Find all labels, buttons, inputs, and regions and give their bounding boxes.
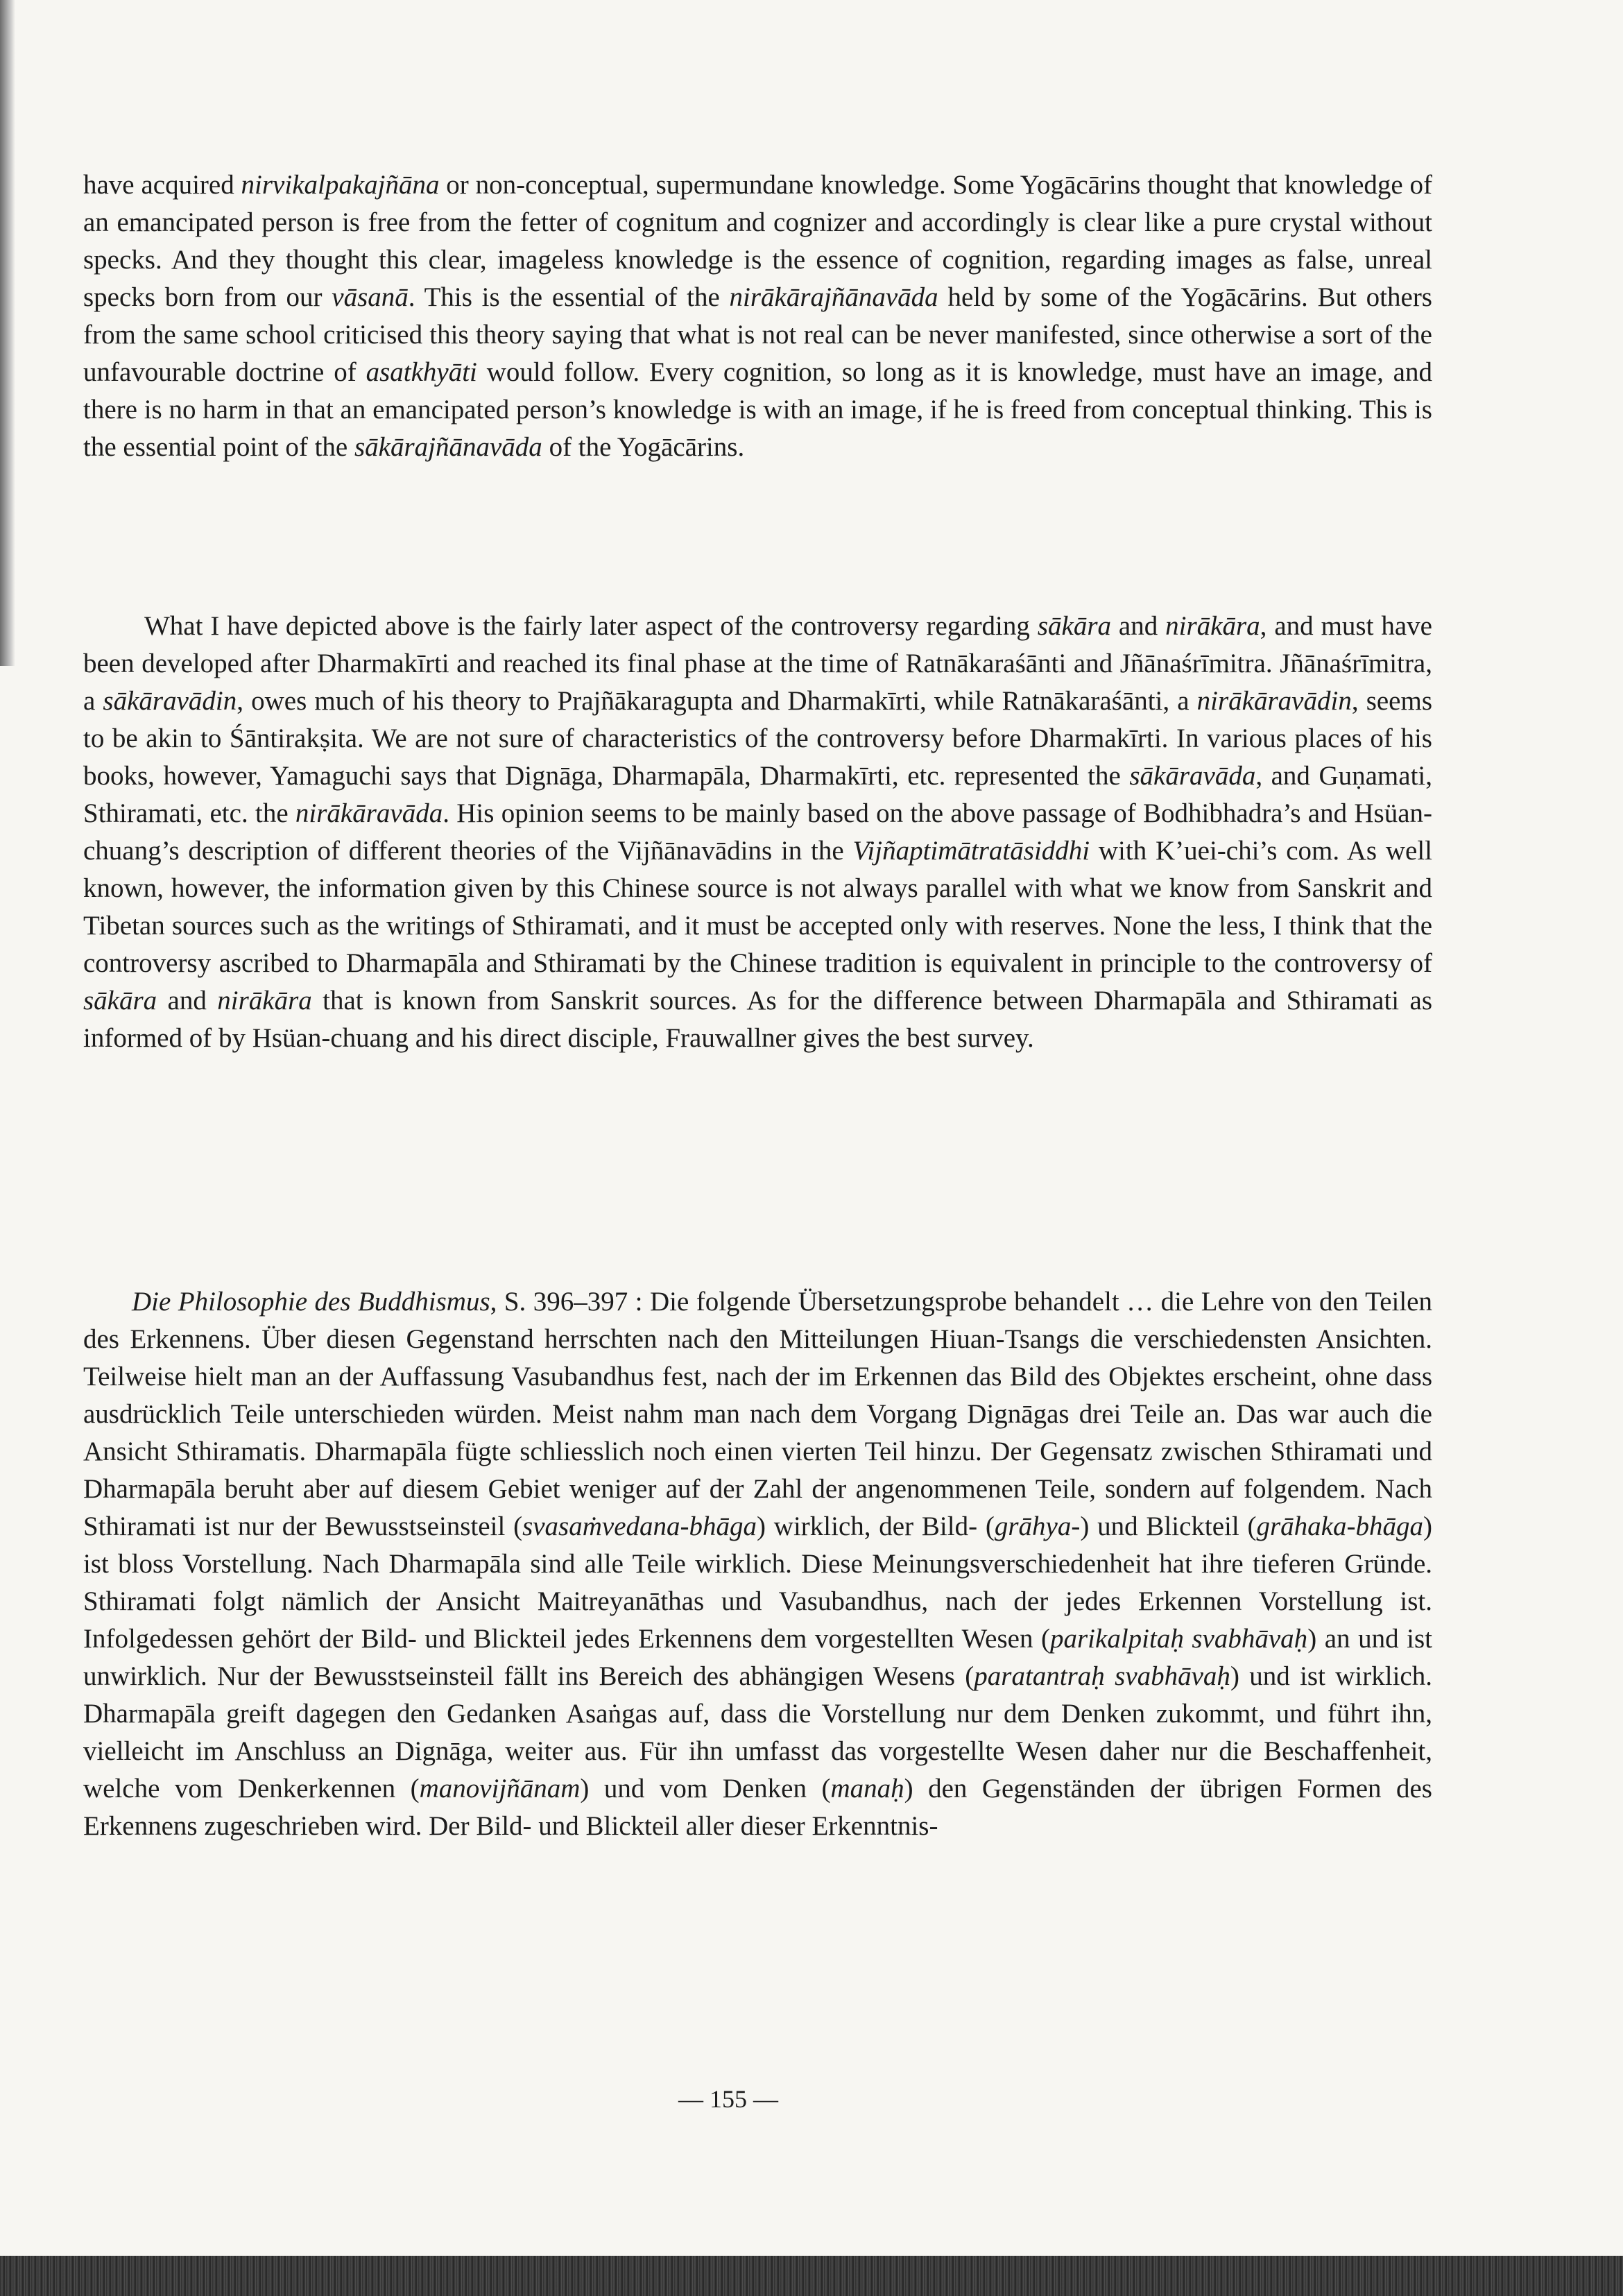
- text-run: or non-conceptual, supermundane knowledge. Some Yogācārins thought that knowledge of an emancipated person is free from the fetter of cognitum and cognizer and accordingly is clear like a pure crystal without specks. And they thought this clear, imageless knowledge is the essence of cognition, regarding images as false, unreal specks born from our: [83, 170, 1433, 312]
- text-run: and: [1111, 611, 1166, 641]
- term-parikalpitah-svabhavah: parikalpitaḥ svabhāvaḥ: [1050, 1624, 1308, 1654]
- frauwallner-quotation: [83, 1283, 1432, 1845]
- term-manah: manaḥ: [830, 1774, 904, 1804]
- text-run: ) und vom Denken (: [580, 1774, 831, 1804]
- title-die-philosophie-des-buddhismus: Die Philosophie des Buddhismus: [132, 1287, 490, 1317]
- text-run: What I have depicted above is the fairly later aspect of the controversy regarding: [144, 611, 1038, 641]
- text-run: ) ist bloss Vorstellung. Nach Dharmapāla sind alle Teile wirklich. Diese Meinungsverschiedenheit hat ihre tieferen Gründe. Sthiramati folgt nämlich der Ansicht Maitreyanāthas und Vasubandhus, nach der jedes Erkennen Vorstellung ist. Infolgedessen gehört der Bild- und Blickteil jedes Erkennens dem vorgestellten Wesen (: [83, 1511, 1432, 1654]
- scan-edge-shadow: [0, 0, 15, 666]
- text-run: , owes much of his theory to Prajñākaragupta and Dharmakīrti, while Ratnākaraśānti, a: [237, 686, 1197, 716]
- term-nirakaravadin: nirākāravādin: [1196, 686, 1352, 716]
- term-asatkhyati: asatkhyāti: [366, 357, 477, 387]
- title-vijnaptimatratasiddhi: Vijñaptimātratāsiddhi: [852, 836, 1090, 866]
- term-manovijnanam: manovijñānam: [419, 1774, 581, 1804]
- paragraph-controversy-history: [83, 608, 1432, 1057]
- term-sakarajnanavada: sākārajñānavāda: [354, 432, 542, 462]
- text-run: ) an und ist unwirklich. Nur der Bewusstseinsteil fällt ins Bereich des abhängigen Wesens (: [83, 1624, 1432, 1691]
- text-run: ) und ist wirklich. Dharmapāla greift dagegen den Gedanken Asaṅgas auf, dass die Vorstellung nur dem Denken zukommt, und führt ihn, vielleicht im Anschluss an Dignāga, weiter aus. Für ihn umfasst das vorgestellte Wesen daher nur die Beschaffenheit, welche vom Denkerkennen (: [83, 1661, 1432, 1804]
- term-svasamvedana-bhaga: svasaṁvedana-bhāga: [522, 1511, 757, 1541]
- term-sakara: sākāra: [1037, 611, 1111, 641]
- term-sakara: sākāra: [83, 986, 157, 1016]
- text-run: , seems to be akin to Śāntirakṣita. We are not sure of characteristics of the controversy before Dharmakīrti. In various places of his books, however, Yamaguchi says that Dignāga, Dharmapāla, Dharmakīrti, etc. represented the: [83, 686, 1432, 791]
- term-nirakara: nirākāra: [1165, 611, 1260, 641]
- text-run: ) den Gegenständen der übrigen Formen des Erkennens zugeschrieben wird. Der Bild- und Blickteil aller dieser Erkenntnis-: [83, 1774, 1432, 1841]
- text-run: ) wirklich, der Bild- (: [757, 1511, 995, 1541]
- text-run: have acquired: [83, 170, 241, 200]
- term-nirakara: nirākāra: [217, 986, 312, 1016]
- term-sakaravada: sākāravāda: [1129, 761, 1256, 791]
- text-run: would follow. Every cognition, so long as it is knowledge, must have an image, and there is no harm in that an emancipated person’s knowledge is with an image, if he is freed from conceptual thinking. This is the essential point of the: [83, 357, 1432, 462]
- page-number: — 155 —: [678, 2085, 778, 2113]
- text-run: , and must have been developed after Dharmakīrti and reached its final phase at the time of Ratnākaraśānti and Jñānaśrīmitra. Jñānaśrīmitra, a: [83, 611, 1432, 716]
- text-run: and: [157, 986, 218, 1016]
- text-run: , and Guṇamati, Sthiramati, etc. the: [83, 761, 1432, 828]
- term-vasana: vāsanā: [332, 282, 409, 312]
- term-grahaka-bhaga: grāhaka-bhāga: [1256, 1511, 1423, 1541]
- term-nirakaravada: nirākāravāda: [295, 798, 443, 828]
- text-run: of the Yogācārins.: [542, 432, 745, 462]
- term-grahya: grāhya-: [994, 1511, 1081, 1541]
- text-run: held by some of the Yogācārins. But others from the same school criticised this theory saying that what is not real can be never manifested, since otherwise a sort of the unfavourable doctrine of: [83, 282, 1432, 387]
- term-nirvikalpakajnana: nirvikalpakajñāna: [241, 170, 440, 200]
- text-run: . His opinion seems to be mainly based on the above passage of Bodhibhadra’s and Hsüan-chuang’s description of different theories of the Vijñānavādins in the: [83, 798, 1433, 866]
- paragraph-nirakara-sakara: [83, 166, 1432, 466]
- term-paratantrah-svabhavah: paratantraḥ svabhāvaḥ: [974, 1661, 1230, 1691]
- term-nirakarajnanavada: nirākārajñānavāda: [729, 282, 938, 312]
- text-run: with K’uei-chi’s com. As well known, however, the information given by this Chinese source is not always parallel with what we know from Sanskrit and Tibetan sources such as the writings of Sthiramati, and it must be accepted only with reserves. None the less, I think that the controversy ascribed to Dharmapāla and Sthiramati by the Chinese tradition is equivalent in principle to the controversy of: [83, 836, 1432, 978]
- scan-bottom-edge: [0, 2256, 1623, 2296]
- text-run: , S. 396–397 : Die folgende Übersetzungsprobe behandelt … die Lehre von den Teilen des Erkennens. Über diesen Gegenstand herrschten nach den Mitteilungen Hiuan-Tsangs die verschiedensten Ansichten. Teilweise hielt man an der Auffassung Vasubandhus fest, nach der im Erkennen das Bild des Objektes erscheint, ohne dass ausdrücklich Teile unterschieden würden. Meist nahm man nach dem Vorgang Dignāgas drei Teile an. Das war auch die Ansicht Sthiramatis. Dharmapāla fügte schliesslich noch einen vierten Teil hinzu. Der Gegensatz zwischen Sthiramati und Dharmapāla beruht aber auf diesem Gebiet weniger auf der Zahl der angenommenen Teile, sondern auf folgendem. Nach Sthiramati ist nur der Bewusstseinsteil (: [83, 1287, 1432, 1541]
- text-run: ) und Blickteil (: [1080, 1511, 1257, 1541]
- text-run: that is known from Sanskrit sources. As for the difference between Dharmapāla and Sthiramati as informed of by Hsüan-chuang and his direct disciple, Frauwallner gives the best survey.: [83, 986, 1432, 1053]
- term-sakaravadin: sākāravādin: [103, 686, 237, 716]
- text-run: . This is the essential of the: [408, 282, 730, 312]
